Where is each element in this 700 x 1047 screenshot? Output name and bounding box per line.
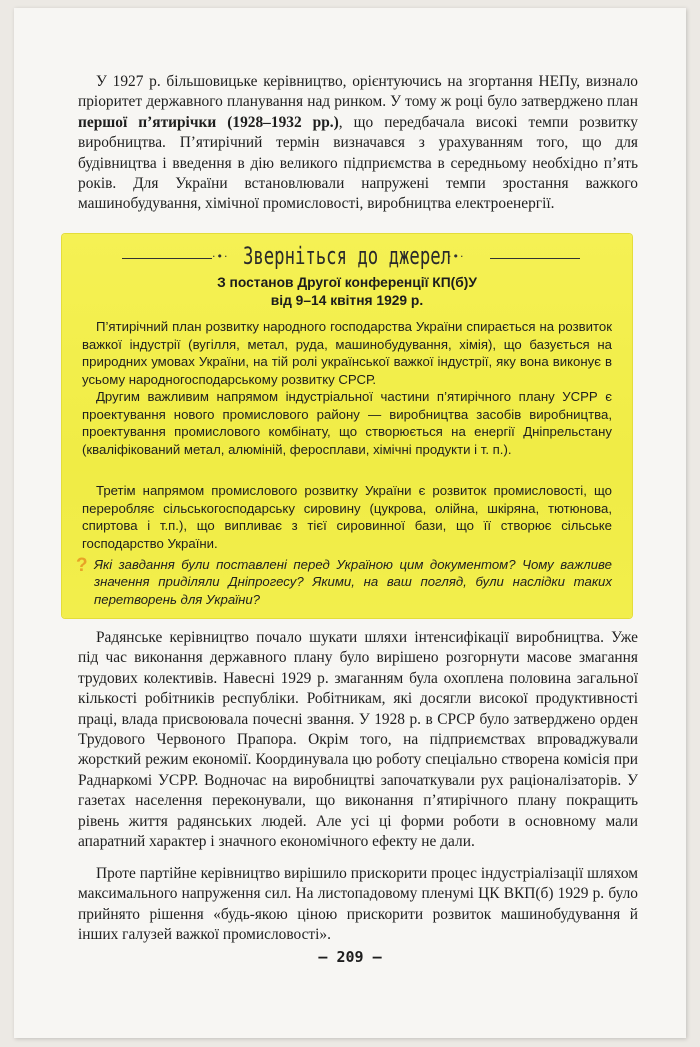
bold-term-first-five-year-plan: першої п’ятирічки (1928–1932 рр.) (78, 113, 339, 131)
box-header (62, 242, 632, 272)
paragraph-intensification: Радянське керівництво почало шукати шляхи інтенсифікації виробництва. Уже під час виконання державного плану було вирішено розгорнути масове змагання трудових колективів. Навесні 1929 р. змаганням була охоплена половина загальної кількості робітників республіки. Робітникам, які досягли високої продуктивності праці, влада присвоювала почесні звання. У 1928 р. в СРСР було затверджено орден Трудового Червоного Прапора. Окрім того, на підприємствах впроваджували жорсткий режим економії. Координувала цю роботу спеціально створена комісія при Раднаркомі УСРР. Водночас на виробництві започаткували рух раціоналізаторів. У газетах населення переконували, що виконання п’ятирічного плану покращить рівень життя радянських людей. Але усі ці форми роботи в основному мали апаратний характер і значного економічного ефекту не дали. (78, 629, 638, 851)
question-block (76, 555, 612, 608)
source-document-box (62, 234, 632, 618)
page-number: – 209 – (318, 948, 382, 966)
paragraph-text: У 1927 р. більшовицьке керівництво, орієнтуючись на згортання НЕПу, визнало пріоритет державного планування над ринком. У тому ж році було затверджено план (78, 73, 638, 111)
document-heading-line-2: від 9–14 квітня 1929 р. (270, 292, 424, 308)
source-paragraph-1: П’ятирічний план розвитку народного господарства України спирається на розвиток важкої індустрії (вугілля, метал, руда, машинобудування, хімія), що базується на природних умовах України, на тій ролі української важкої індустрії, яку вона виконує в усьому народногосподарському розвитку СРСР. (82, 319, 612, 387)
question-text: Які завдання були поставлені перед Україною цим документом? Чому важливе значення приділяли Дніпрогесу? Якими, на ваш погляд, були наслідки таких перетворень для України? (94, 557, 612, 607)
source-paragraph-3: Третім напрямом промислового розвитку України є розвиток промисловості, що переробляє сільськогосподарську сировину (цукрова, олійна, шкіряна, тютюнова, спиртова і т.п.), що випливає з тієї сировинної бази, що її створює сільське господарство України. (82, 483, 612, 551)
box-title: Зверніться до джерел (242, 242, 452, 270)
document-heading-line-1: З постанов Другої конференції КП(б)У (217, 275, 477, 290)
header-ornament-right: ·•· (448, 250, 465, 263)
source-paragraph-2: Другим важливим напрямом індустріальної частини п’ятирічного плану УСРР є проектування нового промислового району — виробництва засобів виробництва, проектування промислового комбінату, що створюється на енергії Дніпрельстану (кваліфікований метал, алюміній, феросплави, хімічні продукти і т. п.). (82, 389, 612, 457)
paragraph-first-five-year-plan (78, 72, 638, 215)
paragraph-acceleration: Проте партійне керівництво вирішило прискорити процес індустріалізації шляхом максимального напруження сил. На листопадовому пленумі ЦК ВКП(б) 1929 р. було прийнято рішення «будь-якою ціною прискорити розвиток машинобудування й інших галузей важкої промисловості». (78, 865, 638, 944)
document-heading (62, 274, 632, 309)
question-mark-icon: ? (76, 555, 88, 576)
header-ornament-left: ·•· (212, 250, 229, 263)
paragraph-text: , що передбачала високі темпи розвитку виробництва. П’ятирічний термін визначався з урахуванням того, що для будівництва і введення в дію великого підприємства в середньому необхідно п’ять років. Для України встановлювали напружені темпи зростання важкого машинобудування, хімічної промисловості, виробництва електроенергії. (78, 113, 638, 213)
header-divider-right (490, 258, 580, 259)
